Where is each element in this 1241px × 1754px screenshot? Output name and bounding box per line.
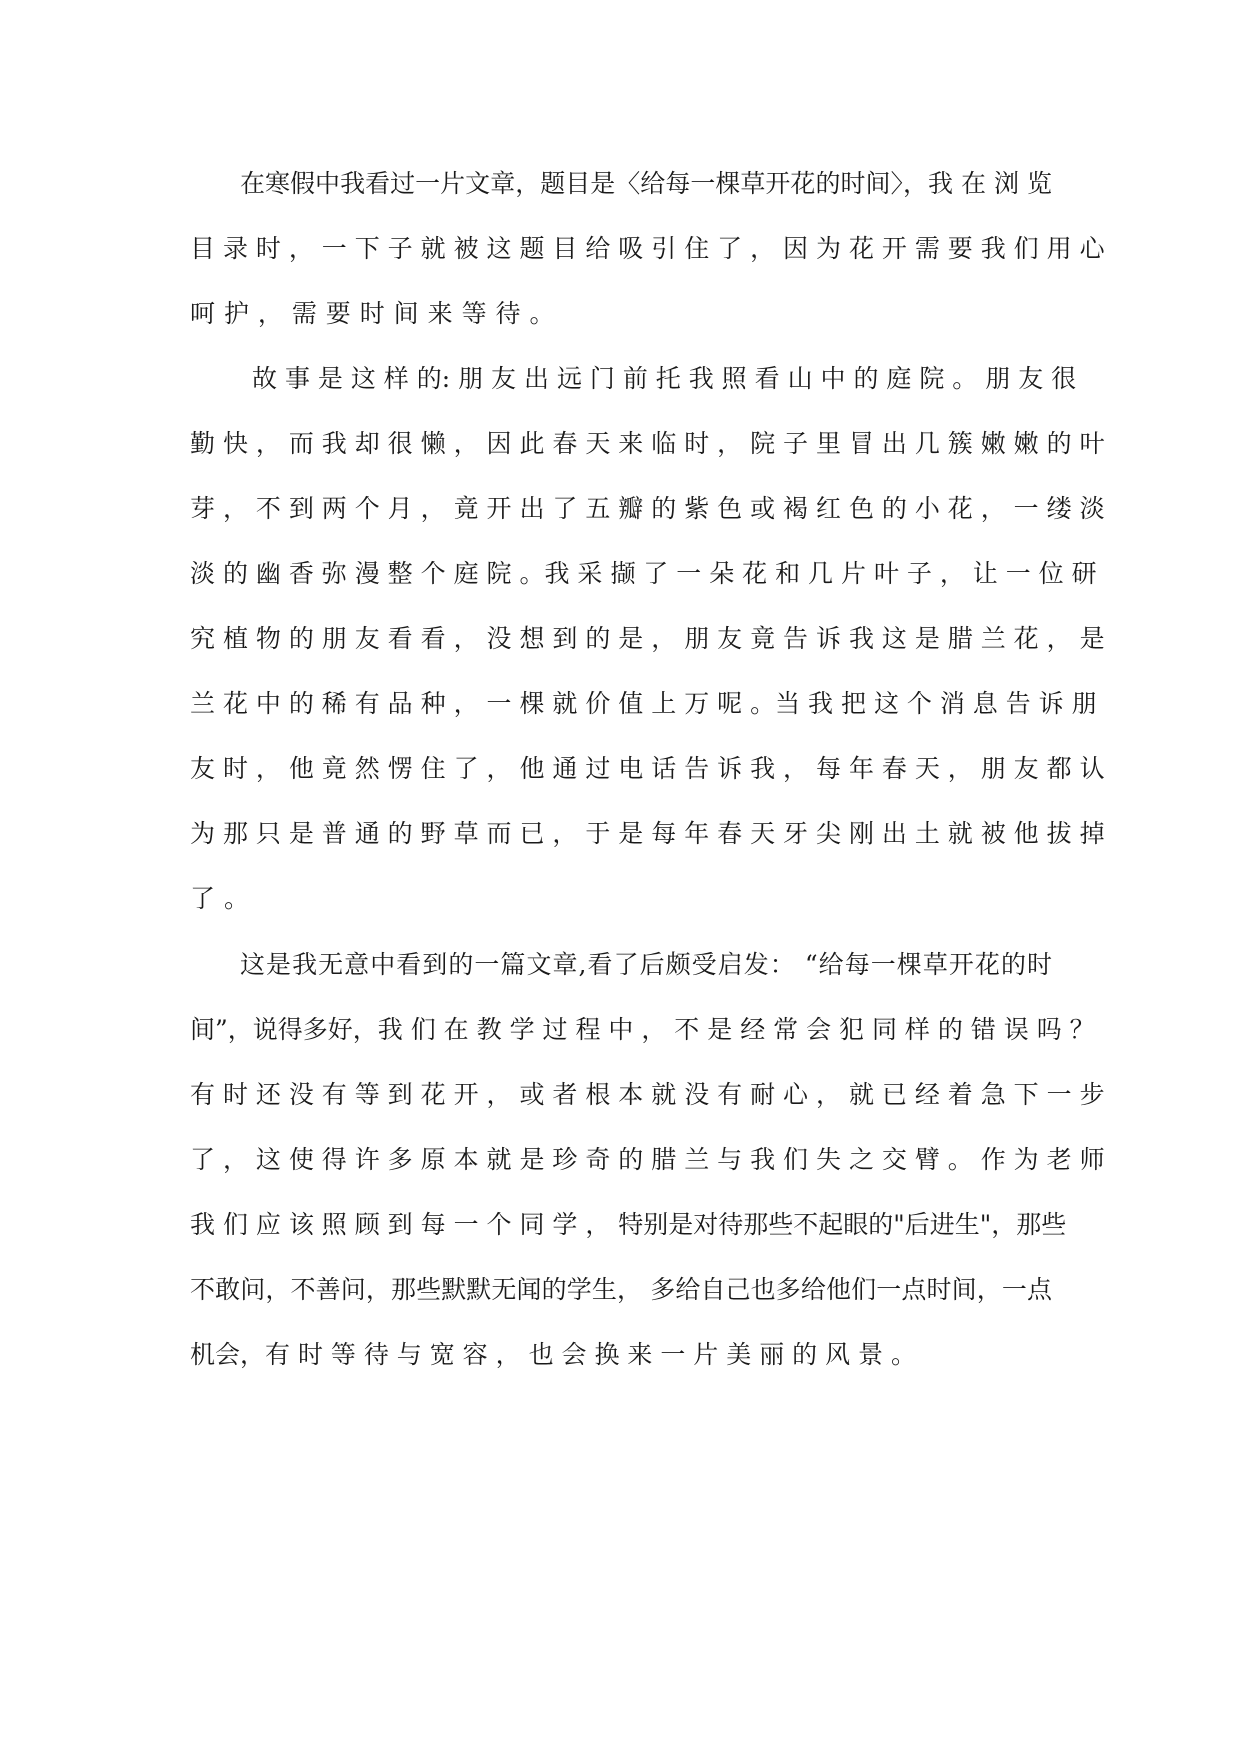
paragraph-2-line-7: 友 时 ， 他 竟 然 愣 住 了 ， 他 通 过 电 话 告 诉 我 ， 每 年 春 天 ， 朋 友 都 认 [190, 754, 1105, 783]
paragraph-3-line-2: 间”，说得多好，我 们 在 教 学 过 程 中 ， 不 是 经 常 会 犯 同 样 的 错 误 吗 ？ [190, 1015, 1095, 1044]
paragraph-2-line-4: 淡 的 幽 香 弥 漫 整 个 庭 院 。我 采 撷 了 一 朵 花 和 几 片 叶 子 ， 让 一 位 研 [190, 559, 1097, 588]
paragraph-1-line-2: 目 录 时 ， 一 下 子 就 被 这 题 目 给 吸 引 住 了 ， 因 为 花 开 需 要 我 们 用 心 [190, 234, 1105, 263]
paragraph-3-line-1: 这是我无意中看到的一篇文章,看了后颇受启发： “给每一棵草开花的时 [240, 950, 1052, 979]
paragraph-1-line-3: 呵 护 ， 需 要 时 间 来 等 待 。 [190, 299, 555, 328]
paragraph-2-line-9: 了 。 [190, 884, 250, 913]
paragraph-2-line-6: 兰 花 中 的 稀 有 品 种 ， 一 棵 就 价 值 上 万 呢 。当 我 把 这 个 消 息 告 诉 朋 [190, 689, 1097, 718]
paragraph-3-line-4: 了 ， 这 使 得 许 多 原 本 就 是 珍 奇 的 腊 兰 与 我 们 失 之 交 臂 。 作 为 老 师 [190, 1145, 1105, 1174]
paragraph-2-line-5: 究 植 物 的 朋 友 看 看 ， 没 想 到 的 是 ， 朋 友 竟 告 诉 我 这 是 腊 兰 花 ， 是 [190, 624, 1105, 653]
paragraph-2-line-3: 芽 ， 不 到 两 个 月 ， 竟 开 出 了 五 瓣 的 紫 色 或 褐 红 色 的 小 花 ， 一 缕 淡 [190, 494, 1105, 523]
paragraph-3-line-7: 机会，有 时 等 待 与 宽 容 ， 也 会 换 来 一 片 美 丽 的 风 景 。 [190, 1340, 916, 1369]
paragraph-2-line-2: 勤 快 ， 而 我 却 很 懒 ， 因 此 春 天 来 临 时 ， 院 子 里 冒 出 几 簇 嫩 嫩 的 叶 [190, 429, 1105, 458]
paragraph-3-line-3: 有 时 还 没 有 等 到 花 开 ， 或 者 根 本 就 没 有 耐 心 ， 就 已 经 着 急 下 一 步 [190, 1080, 1105, 1109]
paragraph-1-line-1: 在寒假中我看过一片文章，题目是〈给每一棵草开花的时间〉，我 在 浏 览 [240, 169, 1052, 198]
paragraph-3-line-5: 我 们 应 该 照 顾 到 每 一 个 同 学 ， 特别是对待那些不起眼的"后进生"，那些 [190, 1210, 1067, 1239]
paragraph-2-line-8: 为 那 只 是 普 通 的 野 草 而 已 ， 于 是 每 年 春 天 牙 尖 刚 出 土 就 被 他 拔 掉 [190, 819, 1105, 848]
paragraph-3-line-6: 不敢问，不善问，那些默默无闻的学生， 多给自己也多给他们一点时间，一点 [190, 1275, 1052, 1304]
paragraph-2-line-1: 故 事 是 这 样 的: 朋 友 出 远 门 前 托 我 照 看 山 中 的 庭 院 。 朋 友 很 [252, 364, 1077, 393]
